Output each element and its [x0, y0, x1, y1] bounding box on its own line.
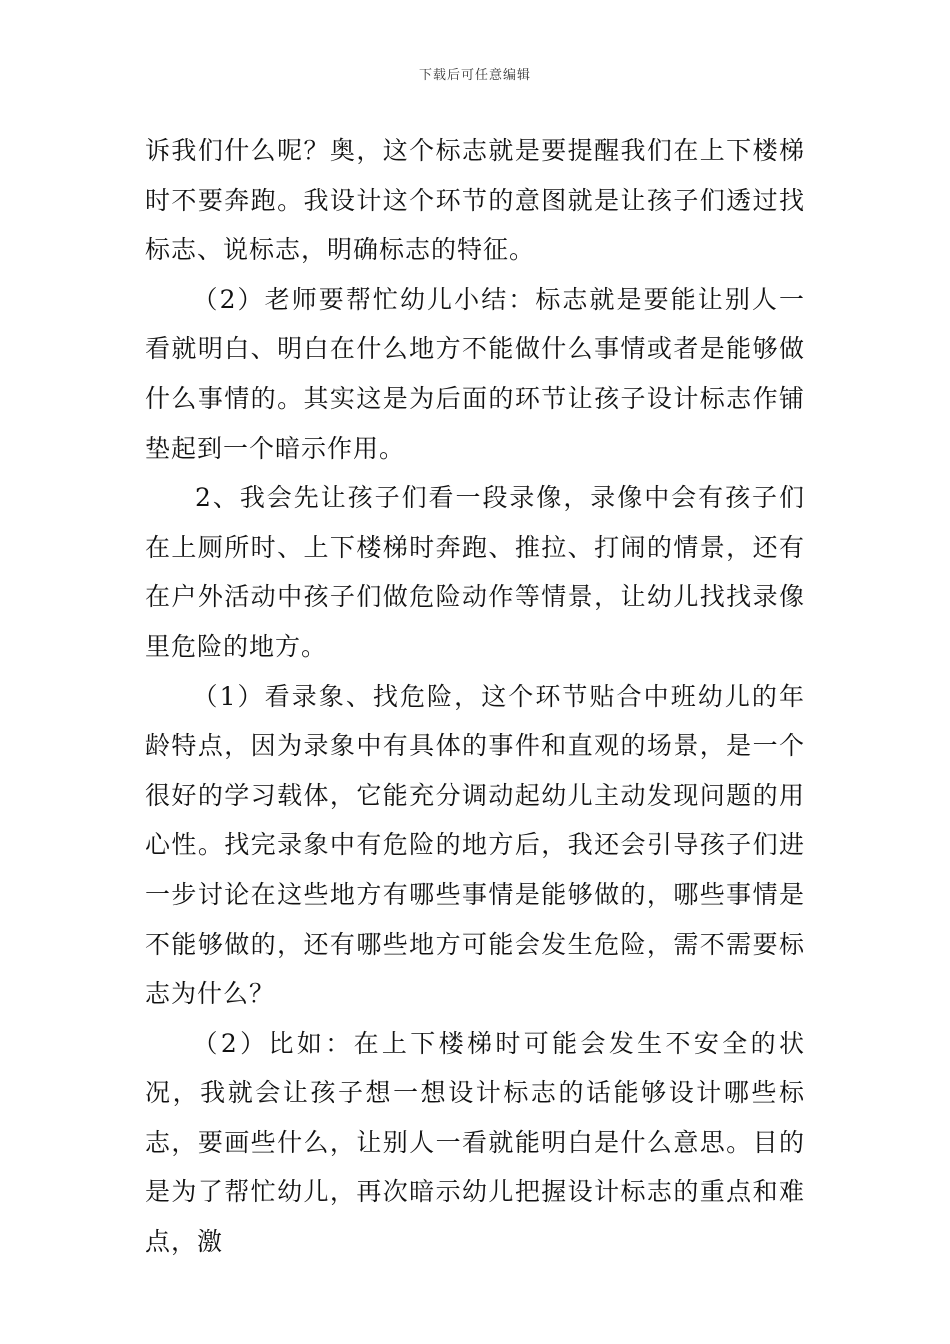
document-body	[145, 126, 805, 1267]
paragraph-find-danger: （1）看录象、找危险，这个环节贴合中班幼儿的年龄特点，因为录象中有具体的事件和直观的场景，是一个很好的学习载体，它能充分调动起幼儿主动发现问题的用心性。找完录象中有危险的地方后，我还会引导孩子们进一步讨论在这些地方有哪些事情是能够做的，哪些事情是不能够做的，还有哪些地方可能会发生危险，需不需要标志为什么？	[145, 681, 805, 1009]
page-header: 下载后可任意编辑	[418, 68, 531, 83]
paragraph-continuation: 诉我们什么呢？奥，这个标志就是要提醒我们在上下楼梯时不要奔跑。我设计这个环节的意图就是让孩子们透过找标志、说标志，明确标志的特征。	[145, 136, 805, 265]
paragraph-video: 2、我会先让孩子们看一段录像，录像中会有孩子们在上厕所时、上下楼梯时奔跑、推拉、打闹的情景，还有在户外活动中孩子们做危险动作等情景，让幼儿找找录像里危险的地方。	[145, 483, 805, 661]
paragraph-summary: （2）老师要帮忙幼儿小结：标志就是要能让别人一看就明白、明白在什么地方不能做什么事情或者是能够做什么事情的。其实这是为后面的环节让孩子设计标志作铺垫起到一个暗示作用。	[145, 284, 805, 463]
paragraph-example: （2）比如：在上下楼梯时可能会发生不安全的状况，我就会让孩子想一想设计标志的话能够设计哪些标志，要画些什么，让别人一看就能明白是什么意思。目的是为了帮忙幼儿，再次暗示幼儿把握设计标志的重点和难点，激	[145, 1028, 805, 1257]
